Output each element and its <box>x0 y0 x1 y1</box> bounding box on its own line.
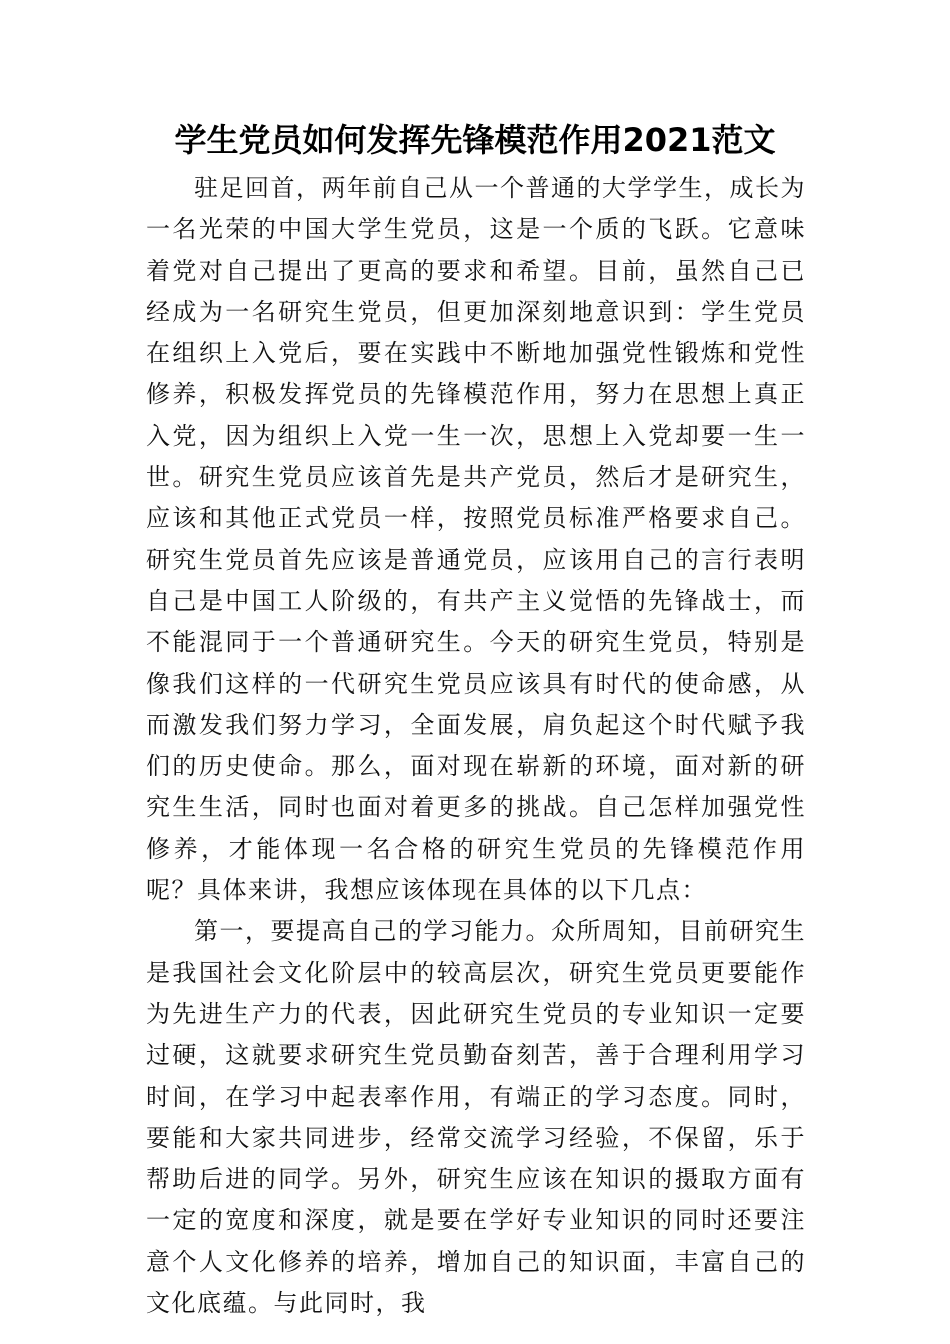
document-body <box>146 168 806 1324</box>
paragraph-point-one: 第一，要提高自己的学习能力。众所周知，目前研究生是我国社会文化阶层中的较高层次，研究生党员更要能作为先进生产力的代表，因此研究生党员的专业知识一定要过硬，这就要求研究生党员勤奋刻苦，善于合理利用学习时间，在学习中起表率作用，有端正的学习态度。同时，要能和大家共同进步，经常交流学习经验，不保留，乐于帮助后进的同学。另外，研究生应该在知识的摄取方面有一定的宽度和深度，就是要在学好专业知识的同时还要注意个人文化修养的培养，增加自己的知识面，丰富自己的文化底蕴。与此同时，我 <box>146 917 806 1318</box>
document-title: 学生党员如何发挥先锋模范作用2021范文 <box>174 121 776 159</box>
paragraph-intro: 驻足回首，两年前自己从一个普通的大学学生，成长为一名光荣的中国大学生党员，这是一个质的飞跃。它意味着党对自己提出了更高的要求和希望。目前，虽然自己已经成为一名研究生党员，但更加深刻地意识到：学生党员在组织上入党后，要在实践中不断地加强党性锻炼和党性修养，积极发挥党员的先锋模范作用，努力在思想上真正入党，因为组织上入党一生一次，思想上入党却要一生一世。研究生党员应该首先是共产党员，然后才是研究生，应该和其他正式党员一样，按照党员标准严格要求自己。研究生党员首先应该是普通党员，应该用自己的言行表明自己是中国工人阶级的，有共产主义觉悟的先锋战士，而不能混同于一个普通研究生。今天的研究生党员，特别是像我们这样的一代研究生党员应该具有时代的使命感，从而激发我们努力学习，全面发展，肩负起这个时代赋予我们的历史使命。那么，面对现在崭新的环境，面对新的研究生生活，同时也面对着更多的挑战。自己怎样加强党性修养，才能体现一名合格的研究生党员的先锋模范作用呢？具体来讲，我想应该体现在具体的以下几点： <box>146 174 806 905</box>
